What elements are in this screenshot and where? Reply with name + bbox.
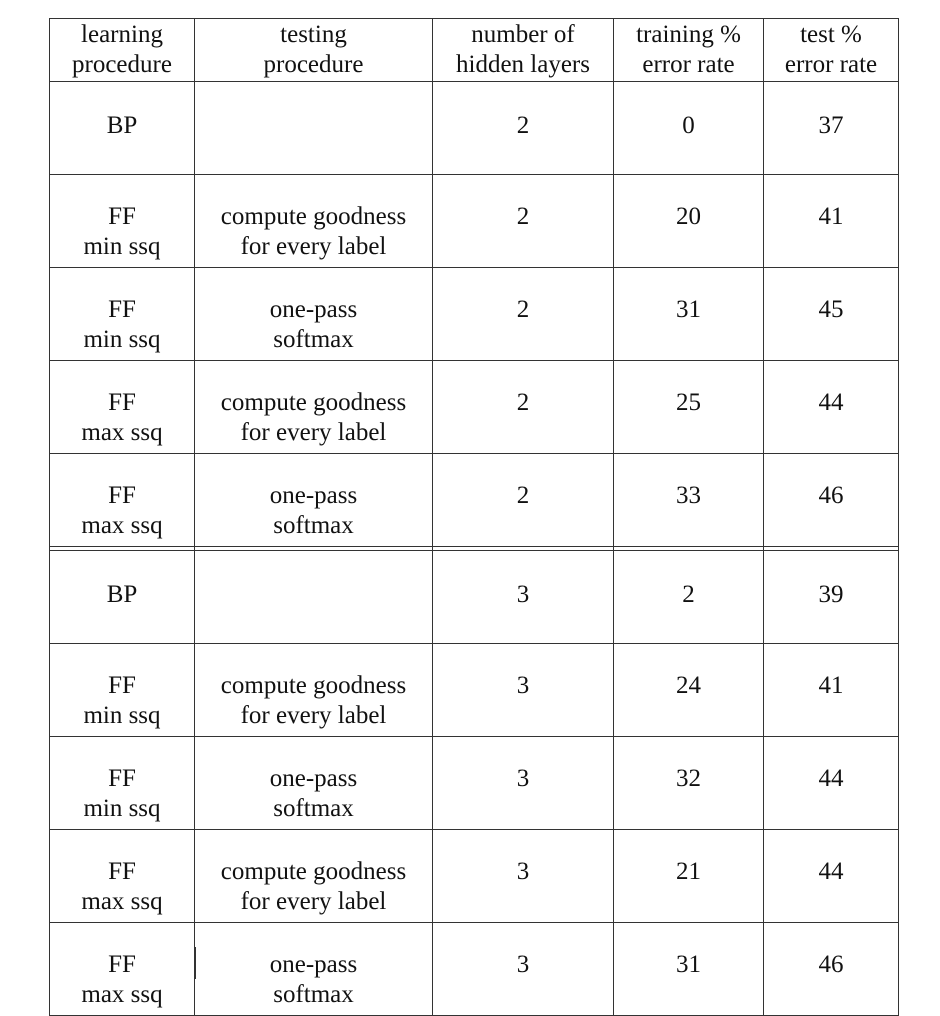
cell-learning-procedure-line: min ssq <box>83 326 161 353</box>
cell-training-error <box>614 923 764 1016</box>
cell-testing-procedure-line: for every label <box>240 233 387 260</box>
cell-learning-procedure-line: max ssq <box>81 888 163 915</box>
cell-training-error <box>614 82 764 175</box>
cell-learning-procedure-line: FF <box>108 951 136 978</box>
cell-testing-procedure-line: softmax <box>273 795 354 822</box>
cell-learning-procedure <box>50 830 195 923</box>
cell-hidden-layers-value: 2 <box>516 203 530 230</box>
results-table <box>49 18 899 1016</box>
cell-testing-procedure-line: for every label <box>240 888 387 915</box>
cell-learning-procedure-line: FF <box>108 672 136 699</box>
header-row <box>50 19 899 82</box>
cell-learning-procedure-line: min ssq <box>83 233 161 260</box>
cell-testing-procedure-content <box>195 830 432 917</box>
cell-learning-procedure <box>50 82 195 175</box>
cell-test-error-value: 46 <box>818 482 844 509</box>
cell-testing-procedure-line: for every label <box>240 419 387 446</box>
cell-training-error-value: 20 <box>676 203 701 230</box>
table-row <box>50 830 899 923</box>
cell-testing-procedure-content <box>195 175 432 262</box>
cell-learning-procedure-line: FF <box>108 296 136 323</box>
cell-test-error-value: 37 <box>818 112 844 139</box>
cell-training-error-value: 25 <box>676 389 701 416</box>
cell-learning-procedure-content <box>50 830 194 917</box>
cell-hidden-layers <box>433 175 614 268</box>
cell-training-error-value: 33 <box>676 482 701 509</box>
cell-training-error <box>614 737 764 830</box>
cell-test-error <box>764 644 899 737</box>
cell-hidden-layers <box>433 454 614 547</box>
cell-test-error-value: 46 <box>818 951 844 978</box>
table-row <box>50 644 899 737</box>
table-header <box>50 19 899 82</box>
header-learning-procedure: learning procedure <box>50 19 195 82</box>
cell-learning-procedure-line: BP <box>106 112 138 139</box>
cell-testing-procedure-line: compute goodness <box>220 389 407 416</box>
cell-learning-procedure-line: FF <box>108 482 136 509</box>
cell-testing-procedure-line: for every label <box>240 702 387 729</box>
cell-testing-procedure <box>195 551 433 644</box>
cell-training-error-value: 31 <box>676 951 701 978</box>
cell-learning-procedure-content <box>50 454 194 541</box>
cell-testing-procedure <box>195 82 433 175</box>
cell-hidden-layers <box>433 551 614 644</box>
cell-hidden-layers-value: 3 <box>516 765 530 792</box>
cell-test-error <box>764 551 899 644</box>
cell-testing-procedure-line: one-pass <box>269 296 358 323</box>
cell-training-error <box>614 361 764 454</box>
cell-test-error-value: 44 <box>818 765 844 792</box>
cell-hidden-layers <box>433 830 614 923</box>
cell-hidden-layers-value: 2 <box>516 296 530 323</box>
cell-learning-procedure-line: max ssq <box>81 419 163 446</box>
cell-training-error-value: 32 <box>676 765 701 792</box>
cell-testing-procedure <box>195 644 433 737</box>
cell-testing-procedure <box>195 268 433 361</box>
cell-learning-procedure <box>50 737 195 830</box>
cell-testing-procedure <box>195 361 433 454</box>
cell-test-error-value: 45 <box>818 296 844 323</box>
cell-testing-procedure-line: one-pass <box>269 951 358 978</box>
table-row <box>50 82 899 175</box>
cell-hidden-layers <box>433 361 614 454</box>
cell-testing-procedure-line: compute goodness <box>220 203 407 230</box>
cell-learning-procedure-line: BP <box>106 581 138 608</box>
cell-testing-procedure-content <box>195 551 432 578</box>
cell-testing-procedure-line: softmax <box>273 512 354 539</box>
cell-learning-procedure-content <box>50 737 194 824</box>
cell-training-error-value: 21 <box>676 858 701 885</box>
cell-learning-procedure-line: min ssq <box>83 795 161 822</box>
cell-learning-procedure <box>50 551 195 644</box>
cell-test-error-value: 44 <box>818 858 844 885</box>
cell-learning-procedure-line: FF <box>108 858 136 885</box>
cell-learning-procedure <box>50 268 195 361</box>
cell-test-error <box>764 82 899 175</box>
header-hidden-layers: number of hidden layers <box>433 19 614 82</box>
cell-learning-procedure-content <box>50 82 194 141</box>
cell-testing-procedure-line: one-pass <box>269 482 358 509</box>
table-row <box>50 454 899 547</box>
cell-testing-procedure <box>195 923 433 1016</box>
header-training-error: training % error rate <box>614 19 764 82</box>
cell-test-error-value: 41 <box>818 203 844 230</box>
cell-hidden-layers-value: 2 <box>516 112 530 139</box>
table-row <box>50 268 899 361</box>
cell-testing-procedure-content <box>195 361 432 448</box>
cell-testing-procedure-line: one-pass <box>269 765 358 792</box>
cell-learning-procedure-line: FF <box>108 203 136 230</box>
cell-training-error-value: 0 <box>682 112 695 139</box>
cell-test-error-value: 39 <box>818 581 844 608</box>
cell-hidden-layers <box>433 644 614 737</box>
cell-testing-procedure-content <box>195 923 432 1010</box>
table-continuation-lines <box>49 947 196 979</box>
cell-testing-procedure <box>195 830 433 923</box>
cell-learning-procedure-content <box>50 175 194 262</box>
cell-test-error <box>764 830 899 923</box>
cell-test-error <box>764 737 899 830</box>
cell-training-error-value: 31 <box>676 296 701 323</box>
cell-learning-procedure-line: max ssq <box>81 512 163 539</box>
cell-testing-procedure-content <box>195 644 432 731</box>
cell-learning-procedure-line: FF <box>108 389 136 416</box>
cell-test-error <box>764 923 899 1016</box>
cell-testing-procedure-line: softmax <box>273 981 354 1008</box>
cell-testing-procedure <box>195 175 433 268</box>
cell-hidden-layers <box>433 737 614 830</box>
cell-learning-procedure-content <box>50 361 194 448</box>
cell-testing-procedure-content <box>195 82 432 109</box>
cell-test-error <box>764 175 899 268</box>
cell-training-error <box>614 268 764 361</box>
cell-training-error <box>614 551 764 644</box>
cell-hidden-layers-value: 3 <box>516 581 530 608</box>
table-row <box>50 175 899 268</box>
cell-training-error <box>614 830 764 923</box>
cell-testing-procedure <box>195 737 433 830</box>
cell-learning-procedure-content <box>50 551 194 610</box>
cell-testing-procedure-line: compute goodness <box>220 858 407 885</box>
cell-training-error-value: 24 <box>676 672 701 699</box>
cell-testing-procedure-line: softmax <box>273 326 354 353</box>
cell-testing-procedure-content <box>195 737 432 824</box>
cell-learning-procedure <box>50 644 195 737</box>
table-row <box>50 361 899 454</box>
header-test-error: test % error rate <box>764 19 899 82</box>
cell-learning-procedure <box>50 454 195 547</box>
cell-hidden-layers-value: 3 <box>516 672 530 699</box>
cell-test-error <box>764 361 899 454</box>
table-body <box>50 82 899 1016</box>
cell-testing-procedure-line: compute goodness <box>220 672 407 699</box>
cell-training-error <box>614 175 764 268</box>
header-testing-procedure: testing procedure <box>195 19 433 82</box>
cell-learning-procedure-content <box>50 268 194 355</box>
table-row <box>50 737 899 830</box>
cell-test-error <box>764 268 899 361</box>
cell-hidden-layers <box>433 82 614 175</box>
cell-training-error-value: 2 <box>682 581 695 608</box>
cell-test-error <box>764 454 899 547</box>
cell-hidden-layers-value: 3 <box>516 951 530 978</box>
cell-learning-procedure <box>50 361 195 454</box>
cell-hidden-layers-value: 2 <box>516 389 530 416</box>
table-row <box>50 551 899 644</box>
cell-learning-procedure-content <box>50 644 194 731</box>
cell-hidden-layers <box>433 923 614 1016</box>
cell-test-error-value: 41 <box>818 672 844 699</box>
cell-learning-procedure-line: max ssq <box>81 981 163 1008</box>
cell-learning-procedure-line: min ssq <box>83 702 161 729</box>
cell-test-error-value: 44 <box>818 389 844 416</box>
cell-hidden-layers-value: 2 <box>516 482 530 509</box>
cell-hidden-layers <box>433 268 614 361</box>
cell-learning-procedure-line: FF <box>108 765 136 792</box>
cell-testing-procedure-content <box>195 454 432 541</box>
cell-hidden-layers-value: 3 <box>516 858 530 885</box>
cell-testing-procedure <box>195 454 433 547</box>
cell-training-error <box>614 644 764 737</box>
cell-training-error <box>614 454 764 547</box>
cell-testing-procedure-content <box>195 268 432 355</box>
cell-learning-procedure <box>50 175 195 268</box>
